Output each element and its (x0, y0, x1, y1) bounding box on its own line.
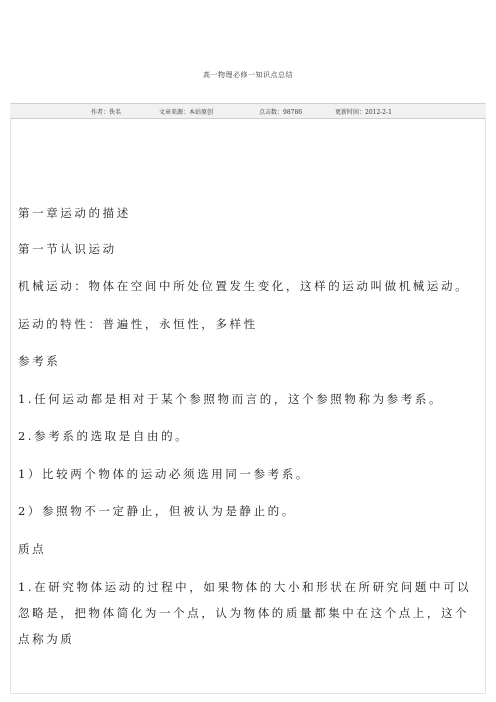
reference-frame-heading: 参考系 (18, 354, 61, 368)
updated-time-label: 更新时间：2012-2-1 (335, 109, 392, 116)
reference-frame-paragraph-2: 2.参考系的选取是自由的。 (18, 429, 190, 443)
particle-paragraph-1: 1.在研究物体运动的过程中，如果物体的大小和形状在所研究问题中可以忽略是，把物体简化为一个点，认为物体的质量都集中在这个点上，这个点称为质 (18, 580, 472, 646)
motion-properties-paragraph: 运动的特性：普遍性，永恒性，多样性 (18, 317, 258, 331)
reference-frame-item-1: 1）比较两个物体的运动必须选用同一参考系。 (18, 467, 310, 481)
particle-heading: 质点 (18, 542, 47, 556)
author-label: 作者：佚名 (91, 109, 122, 116)
source-label: 文章来源：本站原创 (159, 109, 214, 116)
reference-frame-item-2: 2）参照物不一定静止，但被认为是静止的。 (18, 504, 296, 518)
chapter-heading: 第一章运动的描述 (18, 206, 131, 220)
section-heading: 第一节认识运动 (18, 242, 117, 256)
click-count-label: 点击数：98786 (259, 109, 303, 116)
document-title: 高一物理必修一知识点总结 (203, 71, 293, 79)
reference-frame-paragraph-1: 1.任何运动都是相对于某个参照物而言的，这个参照物称为参考系。 (18, 392, 444, 406)
mechanical-motion-paragraph: 机械运动：物体在空间中所处位置发生变化，这样的运动叫做机械运动。 (18, 279, 470, 293)
